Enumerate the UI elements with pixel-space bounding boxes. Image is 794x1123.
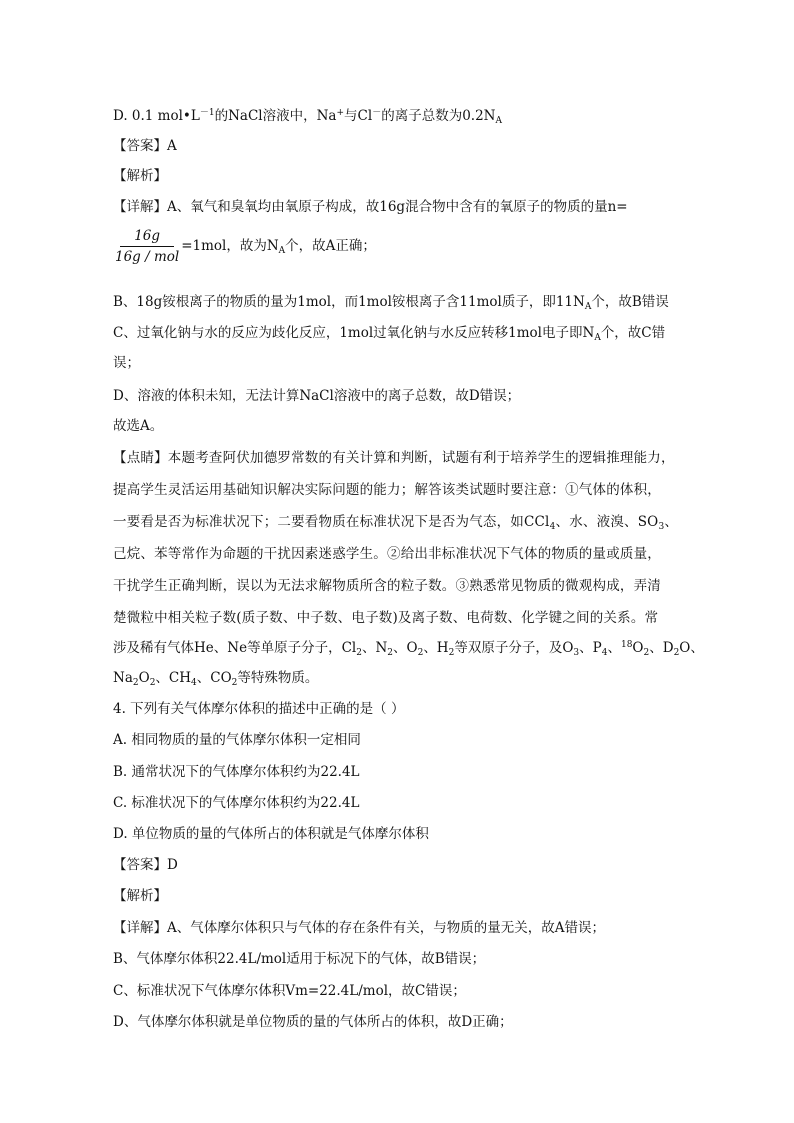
q4-option-c: C. 标准状况下的气体摩尔体积约为22.4L (113, 795, 360, 811)
fraction-denominator: 16g / mol (115, 249, 180, 265)
q3-comment-line5: 干扰学生正确判断，误以为无法求解物质所含的粒子数。③熟悉常见物质的微观构成，弄清 (113, 578, 661, 594)
q3-detail-c-line2: 误； (113, 355, 140, 371)
q3-comment-line2: 提高学生灵活运用基础知识解决实际问题的能力；解答该类试题时要注意：①气体的体积， (113, 482, 661, 498)
fraction-16g-over-molar-mass (115, 228, 179, 265)
q4-detail-d: D、气体摩尔体积就是单位物质的量的气体所占的体积，故D正确； (113, 1014, 513, 1030)
q4-option-d: D. 单位物质的量的气体所占的体积就是气体摩尔体积 (113, 826, 429, 842)
q4-detail-c: C、标准状况下气体摩尔体积Vm=22.4L/mol，故C错误； (113, 983, 466, 999)
q4-analysis-heading: 【解析】 (113, 888, 167, 904)
q3-comment-line3: 一要看是否为标准状况下；二要看物质在标准状况下是否为气态，如CCl$_4$、水、液溴、$SO_3$、 (113, 514, 679, 532)
q3-answer: 【答案】A (113, 138, 177, 154)
q4-option-a: A. 相同物质的量的气体摩尔体积一定相同 (113, 732, 361, 748)
fraction-numerator: 16g (120, 228, 174, 247)
q3-detail-a-line2: $\frac{16g}{\text{16g / mol}}$ =1mol，故为$N_A$个，故A正确； (115, 228, 376, 265)
q3-detail-b: B、18g铵根离子的物质的量为1mol，而1mol铵根离子含11mol质子，即$11N_A$个，故B错误 (113, 294, 669, 312)
q4-detail-b: B、气体摩尔体积22.4L/mol适用于标况下的气体，故B错误； (113, 951, 486, 967)
q4-stem: 4. 下列有关气体摩尔体积的描述中正确的是（ ） (113, 701, 405, 717)
q3-detail-c-line1: C、过氧化钠与水的反应为歧化反应，1mol过氧化钠与水反应转移1mol电子即$N_A$个，故C错 (113, 325, 666, 343)
q3-comment-line1: 【点睛】本题考查阿伏加德罗常数的有关计算和判断，试题有利于培养学生的逻辑推理能力， (113, 450, 675, 466)
q3-comment-line7: 涉及稀有气体He、Ne等单原子分子，$Cl_2$、$N_2$、$O_2$、$H_2$等双原子分子，及$O_3$、$P_4$、$^{18}O_2$、$D_2O$、 (113, 640, 704, 658)
q3-option-d: D. 0.1 $mol•L^{-1}$的NaCl溶液中，Na+与Cl－的离子总数为$0.2N_A$ (113, 108, 502, 126)
q3-analysis-heading: 【解析】 (113, 168, 167, 184)
q3-conclusion: 故选A。 (113, 418, 164, 434)
q3-detail-d: D、溶液的体积未知，无法计算NaCl溶液中的离子总数，故D错误； (113, 388, 521, 404)
q3-comment-line4: 己烷、苯等常作为命题的干扰因素迷惑学生。②给出非标准状况下气体的物质的量或质量， (113, 546, 661, 562)
q3-comment-line6: 楚微粒中相关粒子数(质子数、中子数、电子数)及离子数、电荷数、化学键之间的关系。常 (113, 610, 659, 626)
q4-option-b: B. 通常状况下的气体摩尔体积约为22.4L (113, 764, 360, 780)
q4-answer: 【答案】D (113, 857, 178, 873)
q3-detail-a-line1: 【详解】A、氧气和臭氧均由氧原子构成，故16g混合物中含有的氧原子的物质的量n= (113, 199, 628, 215)
q4-detail-a: 【详解】A、气体摩尔体积只与气体的存在条件有关，与物质的量无关，故A错误； (113, 920, 605, 936)
q3-comment-line8: $Na_2O_2$、$CH_4$、$CO_2$等特殊物质。 (113, 670, 319, 688)
